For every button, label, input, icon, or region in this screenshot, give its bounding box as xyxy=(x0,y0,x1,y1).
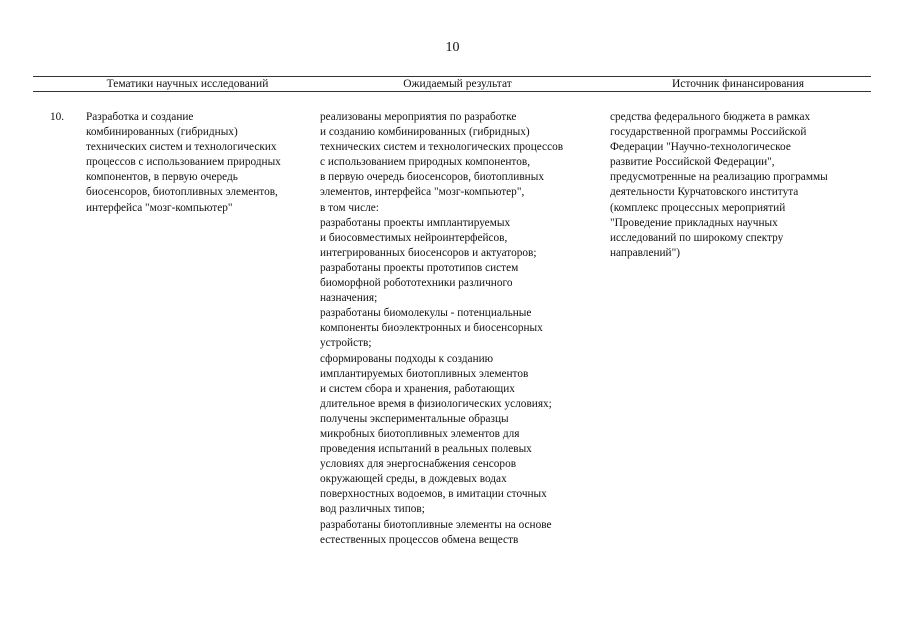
text-line: процессов с использованием природных xyxy=(86,156,281,169)
text-line: разработаны биотопливные элементы на основе xyxy=(320,518,552,531)
text-line: разработаны проекты прототипов систем xyxy=(320,261,519,274)
text-line: естественных процессов обмена веществ xyxy=(320,533,519,546)
text-line: с использованием природных компонентов, xyxy=(320,156,531,169)
text-line: развитие Российской Федерации", xyxy=(610,156,775,169)
text-line: проведения испытаний в реальных полевых xyxy=(320,443,532,456)
text-line: окружающей среды, в дождевых водах xyxy=(320,473,507,486)
text-line: компонентов, в первую очередь xyxy=(86,171,238,184)
text-line: получены экспериментальные образцы xyxy=(320,412,509,425)
text-line: и систем сбора и хранения, работающих xyxy=(320,382,515,395)
text-line: условиях для энергоснабжения сенсоров xyxy=(320,458,517,471)
text-line: "Проведение прикладных научных xyxy=(610,216,778,229)
text-line: (комплекс процессных мероприятий xyxy=(610,201,786,214)
text-line: Федерации "Научно-технологическое xyxy=(610,141,791,154)
text-line: сформированы подходы к созданию xyxy=(320,352,494,365)
text-line: комбинированных (гибридных) xyxy=(86,126,238,139)
text-line: предусмотренные на реализацию программы xyxy=(610,171,828,184)
result-cell xyxy=(320,110,605,548)
text-line: биосенсоров, биотопливных элементов, xyxy=(86,186,278,199)
text-line: биоморфной робототехники различного xyxy=(320,277,513,290)
text-line: деятельности Курчатовского института xyxy=(610,186,799,199)
row-number: 10. xyxy=(50,111,65,123)
text-line: Разработка и создание xyxy=(86,111,194,123)
text-line: средства федерального бюджета в рамках xyxy=(610,111,811,123)
text-line: технических систем и технологических процессов xyxy=(320,141,564,154)
text-line: в том числе: xyxy=(320,201,379,214)
table-header-bottom-rule xyxy=(33,91,871,92)
text-line: разработаны проекты имплантируемых xyxy=(320,216,511,229)
column-header-topic: Тематики научных исследований xyxy=(106,78,269,90)
text-line: и созданию комбинированных (гибридных) xyxy=(320,126,530,139)
text-line: интегрированных биосенсоров и актуаторов; xyxy=(320,246,537,259)
text-line: государственной программы Российской xyxy=(610,126,807,139)
text-line: назначения; xyxy=(320,292,378,305)
text-line: и биосовместимых нейроинтерфейсов, xyxy=(320,231,508,244)
source-cell xyxy=(610,110,872,261)
page-number: 10 xyxy=(445,40,460,55)
text-line: технических систем и технологических xyxy=(86,141,277,154)
text-line: направлений") xyxy=(610,246,680,259)
text-line: длительное время в физиологических условиях; xyxy=(320,397,552,410)
text-line: поверхностных водоемов, в имитации сточных xyxy=(320,488,547,501)
text-line: в первую очередь биосенсоров, биотопливных xyxy=(320,171,544,184)
topic-cell xyxy=(86,110,308,216)
text-line: разработаны биомолекулы - потенциальные xyxy=(320,307,532,320)
text-line: компоненты биоэлектронных и биосенсорных xyxy=(320,322,543,335)
column-header-source: Источник финансирования xyxy=(671,78,805,90)
text-line: реализованы мероприятия по разработке xyxy=(320,111,517,123)
text-line: элементов, интерфейса "мозг-компьютер", xyxy=(320,186,525,199)
text-line: микробных биотопливных элементов для xyxy=(320,427,520,440)
text-line: имплантируемых биотопливных элементов xyxy=(320,367,529,380)
text-line: исследований по широкому спектру xyxy=(610,231,784,244)
text-line: вод различных типов; xyxy=(320,503,425,516)
text-line: устройств; xyxy=(320,337,372,350)
text-line: интерфейса "мозг-компьютер" xyxy=(86,201,233,214)
column-header-result: Ожидаемый результат xyxy=(403,78,512,90)
